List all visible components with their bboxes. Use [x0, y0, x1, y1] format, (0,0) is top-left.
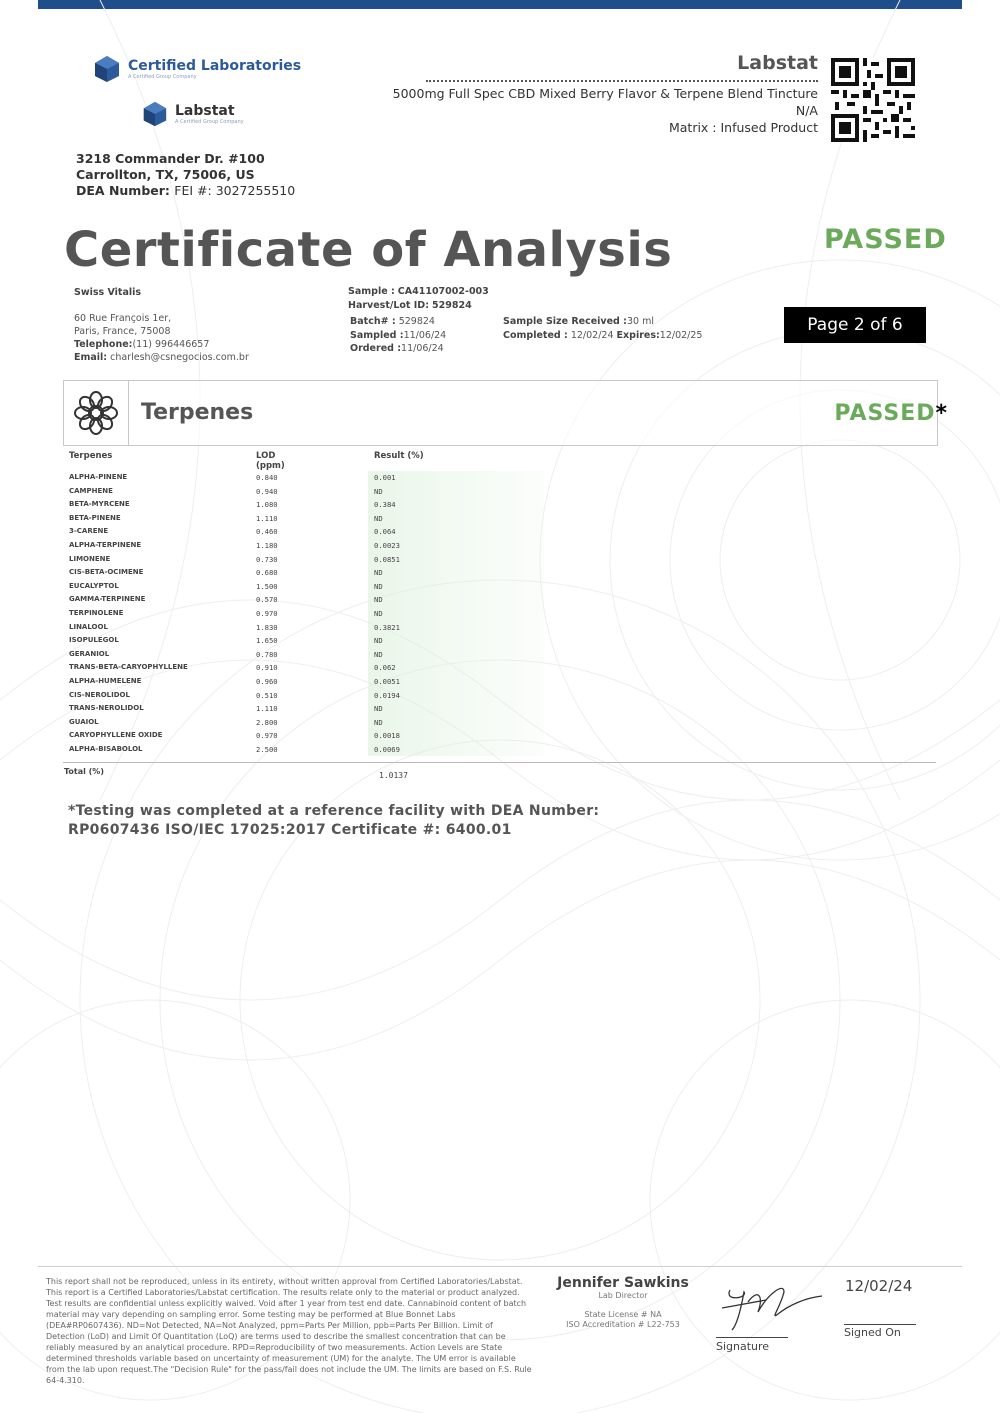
terpene-name: CARYOPHYLLENE OXIDE	[69, 731, 163, 740]
size-value: 30 ml	[626, 316, 654, 327]
sample-ids	[348, 285, 489, 312]
size-label: Sample Size Received :	[503, 316, 627, 327]
signed-date: 12/02/24	[845, 1277, 913, 1295]
table-row	[63, 634, 544, 648]
terpene-name: ALPHA-BISABOLOL	[69, 744, 143, 753]
terpene-result: 0.062	[368, 661, 544, 675]
dea-value: FEI #: 3027255510	[174, 183, 296, 198]
total-divider	[63, 762, 936, 763]
terpene-result: 0.0851	[368, 553, 544, 567]
terpene-lod: 2.800	[256, 717, 278, 727]
terpene-result: ND	[368, 512, 544, 526]
section-asterisk: *	[935, 401, 948, 426]
reference-facility-note	[68, 802, 599, 840]
terpene-name: 3-CARENE	[69, 527, 109, 536]
terpene-lod: 1.830	[256, 622, 278, 632]
terpene-name: ISOPULEGOL	[69, 636, 119, 645]
signer-block	[557, 1275, 689, 1331]
harvest-label: Harvest/Lot ID:	[348, 299, 429, 311]
terpene-result: ND	[368, 566, 544, 580]
signer-title: Lab Director	[598, 1291, 648, 1300]
table-row	[63, 716, 544, 730]
client-name: Swiss Vitalis	[74, 287, 142, 298]
table-row	[63, 621, 544, 635]
terpene-name: BETA-PINENE	[69, 513, 121, 522]
client-city: Paris, France, 75008	[74, 326, 171, 337]
note-line2: RP0607436 ISO/IEC 17025:2017 Certificate #: 6400.01	[68, 822, 512, 838]
table-header-row	[63, 449, 544, 471]
terpenes-table-body	[63, 471, 544, 756]
handwritten-signature	[718, 1278, 826, 1334]
terpene-result: ND	[368, 702, 544, 716]
terpene-result: ND	[368, 485, 544, 499]
expires-value: 12/02/25	[659, 329, 703, 341]
terpene-result: 0.001	[368, 471, 544, 485]
page-indicator: Page 2 of 6	[784, 307, 926, 343]
email-label: Email:	[74, 352, 108, 363]
terpene-lod: 0.510	[256, 690, 278, 700]
client-email: charlesh@csnegocios.com.br	[110, 352, 249, 363]
col-result: Result (%)	[374, 451, 424, 461]
terpene-name: GERANIOL	[69, 649, 110, 658]
terpene-result: 0.384	[368, 498, 544, 512]
labstat-logo	[141, 100, 244, 128]
terpene-name: GUAIOL	[69, 717, 99, 726]
table-row	[63, 485, 544, 499]
table-row	[63, 512, 544, 526]
address-line1: 3218 Commander Dr. #100	[76, 151, 265, 166]
terpene-lod: 1.080	[256, 500, 278, 510]
harvest-id: 529824	[432, 299, 472, 311]
terpene-lod: 0.970	[256, 608, 278, 618]
terpene-name: CAMPHENE	[69, 486, 113, 495]
terpene-result: 0.0023	[368, 539, 544, 553]
terpene-name: ALPHA-TERPINENE	[69, 540, 142, 549]
terpene-lod: 0.570	[256, 595, 278, 605]
terpene-lod: 0.840	[256, 473, 278, 482]
flower-icon-box	[64, 381, 129, 445]
signature-line	[716, 1337, 788, 1338]
terpene-result: 0.3821	[368, 621, 544, 635]
table-row	[63, 689, 544, 703]
sample-dates	[350, 315, 446, 356]
lab-address	[76, 151, 295, 199]
terpene-result: 0.0069	[368, 743, 544, 757]
terpene-lod: 0.680	[256, 568, 278, 578]
terpene-lod: 0.730	[256, 554, 278, 564]
table-row	[63, 525, 544, 539]
terpene-lod: 0.960	[256, 676, 278, 686]
product-header	[393, 52, 818, 136]
section-title: Terpenes	[141, 400, 254, 425]
table-row	[63, 539, 544, 553]
table-row	[63, 661, 544, 675]
sample-size-info	[503, 315, 702, 342]
terpene-name: BETA-MYRCENE	[69, 500, 130, 509]
section-status-text: PASSED	[834, 401, 936, 426]
page-title: Certificate of Analysis	[64, 222, 673, 278]
qr-code[interactable]	[831, 58, 915, 142]
terpene-result: ND	[368, 634, 544, 648]
cube-logo-icon	[141, 100, 169, 128]
terpene-result: ND	[368, 648, 544, 662]
state-license: State License # NA	[584, 1309, 662, 1319]
client-street: 60 Rue François 1er,	[74, 313, 172, 324]
sample-label: Sample :	[348, 286, 395, 297]
flower-icon	[72, 389, 120, 437]
terpene-result: 0.064	[368, 525, 544, 539]
terpene-result: 0.0018	[368, 729, 544, 743]
sampled-label: Sampled :	[350, 329, 404, 341]
table-row	[63, 580, 544, 594]
batch-value: 529824	[398, 316, 435, 327]
client-telephone: (11) 996446657	[132, 339, 210, 350]
product-matrix: Matrix : Infused Product	[668, 120, 818, 135]
terpene-name: ALPHA-HUMELENE	[69, 676, 142, 685]
table-row	[63, 471, 544, 485]
footer-divider	[38, 1266, 962, 1267]
brand-primary-sub: A Certified Group Company	[128, 74, 197, 80]
cube-logo-icon	[92, 54, 122, 84]
terpene-name: CIS-BETA-OCIMENE	[69, 568, 144, 577]
terpene-result: ND	[368, 580, 544, 594]
brand-secondary-sub: A Certified Group Company	[175, 119, 244, 125]
iso-accreditation: ISO Accreditation # L22-753	[566, 1320, 680, 1329]
completed-label: Completed :	[503, 329, 568, 341]
table-row	[63, 743, 544, 757]
terpenes-section-header	[63, 380, 948, 446]
terpene-name: CIS-NEROLIDOL	[69, 690, 130, 699]
terpene-lod: 0.970	[256, 731, 278, 741]
dea-label: DEA Number:	[76, 183, 170, 198]
sample-id: CA41107002-003	[397, 286, 489, 297]
batch-label: Batch# :	[350, 316, 396, 327]
lab-name: Labstat	[737, 52, 818, 74]
terpene-lod: 1.650	[256, 636, 278, 646]
terpenes-table	[63, 449, 544, 756]
terpene-result: ND	[368, 607, 544, 621]
table-row	[63, 702, 544, 716]
terpene-lod: 0.780	[256, 649, 278, 659]
terpene-result: 0.0051	[368, 675, 544, 689]
table-row	[63, 607, 544, 621]
sampled-value: 11/06/24	[403, 329, 447, 341]
signed-on-label: Signed On	[844, 1326, 901, 1339]
col-lod	[250, 449, 368, 471]
terpene-lod: 0.460	[256, 527, 278, 537]
total-value: 1.0137	[379, 771, 408, 780]
terpene-name: EUCALYPTOL	[69, 581, 119, 590]
table-row	[63, 553, 544, 567]
brand-secondary-name: Labstat	[175, 103, 235, 119]
terpene-lod: 1.110	[256, 513, 278, 523]
table-row	[63, 593, 544, 607]
terpene-name: LINALOOL	[69, 622, 108, 631]
terpene-lod: 0.910	[256, 663, 278, 673]
telephone-label: Telephone:	[74, 339, 133, 350]
terpene-name: TRANS-BETA-CARYOPHYLLENE	[69, 663, 188, 672]
terpene-name: GAMMA-TERPINENE	[69, 595, 146, 604]
terpene-result: 0.0194	[368, 689, 544, 703]
terpene-result: ND	[368, 716, 544, 730]
table-row	[63, 498, 544, 512]
address-line2: Carrollton, TX, 75006, US	[76, 167, 255, 182]
terpene-result: ND	[368, 593, 544, 607]
total-label: Total (%)	[64, 767, 104, 776]
col-lod-label: LOD (ppm)	[256, 451, 285, 471]
client-info	[74, 286, 249, 364]
expires-label: Expires:	[616, 329, 660, 341]
table-row	[63, 648, 544, 662]
product-name: 5000mg Full Spec CBD Mixed Berry Flavor & Terpene Blend Tincture	[392, 86, 818, 101]
certified-laboratories-logo	[92, 54, 301, 84]
completed-value: 12/02/24	[570, 329, 614, 341]
terpene-lod: 2.500	[256, 744, 278, 754]
terpene-name: TRANS-NEROLIDOL	[69, 704, 144, 713]
table-row	[63, 675, 544, 689]
terpene-lod: 0.940	[256, 486, 278, 496]
terpene-lod: 1.110	[256, 704, 278, 714]
col-terpenes: Terpenes	[69, 451, 113, 461]
ordered-label: Ordered :	[350, 343, 402, 354]
terpene-name: LIMONENE	[69, 554, 111, 563]
overall-status-badge: PASSED	[824, 224, 947, 255]
terpene-lod: 1.180	[256, 540, 278, 550]
terpene-name: ALPHA-PINENE	[69, 473, 128, 481]
section-status	[834, 401, 948, 426]
brand-primary-name: Certified Laboratories	[128, 58, 302, 74]
signed-on-line	[844, 1324, 916, 1325]
terpene-lod: 1.500	[256, 581, 278, 591]
disclaimer-text: This report shall not be reproduced, unless in its entirety, without written approval from Certified Laboratories/Labstat. This report is a Certified Laboratories/Labstat certification. The results relate only to the material or product analyzed. Test results are confidential unless explicitly waived. Void after 1 year from test end date. Cannabinoid content of batch material may vary depending on sampling error. Some testing may be performed at Blue Bonnet Labs (DEA#RP0607436). ND=Not Detected, NA=Not Analyzed, ppm=Parts Per Million, ppb=Parts Per Billion. Limit of Detection (LoD) and Limit Of Quantitation (LoQ) are terms used to describe the smallest concentration that can be reliably measured by an analytical procedure. RPD=Reproducibility of two measurements. Action Levels are State determined thresholds variable based on uncertainty of measurement (UM) for the analyte. The UM error is available from the lab upon request.The "Decision Rule" for the pass/fail does not include the UM. The limits are based on F.S. Rule 64-4.310.	[46, 1277, 532, 1385]
ordered-value: 11/06/24	[401, 343, 444, 354]
product-na: N/A	[795, 103, 818, 118]
dotted-divider	[426, 80, 818, 82]
signature-label: Signature	[716, 1340, 770, 1353]
table-row	[63, 729, 544, 743]
table-row	[63, 566, 544, 580]
note-line1: *Testing was completed at a reference facility with DEA Number:	[68, 803, 600, 819]
signer-name: Jennifer Sawkins	[557, 1275, 689, 1291]
terpene-name: TERPINOLENE	[69, 608, 124, 617]
